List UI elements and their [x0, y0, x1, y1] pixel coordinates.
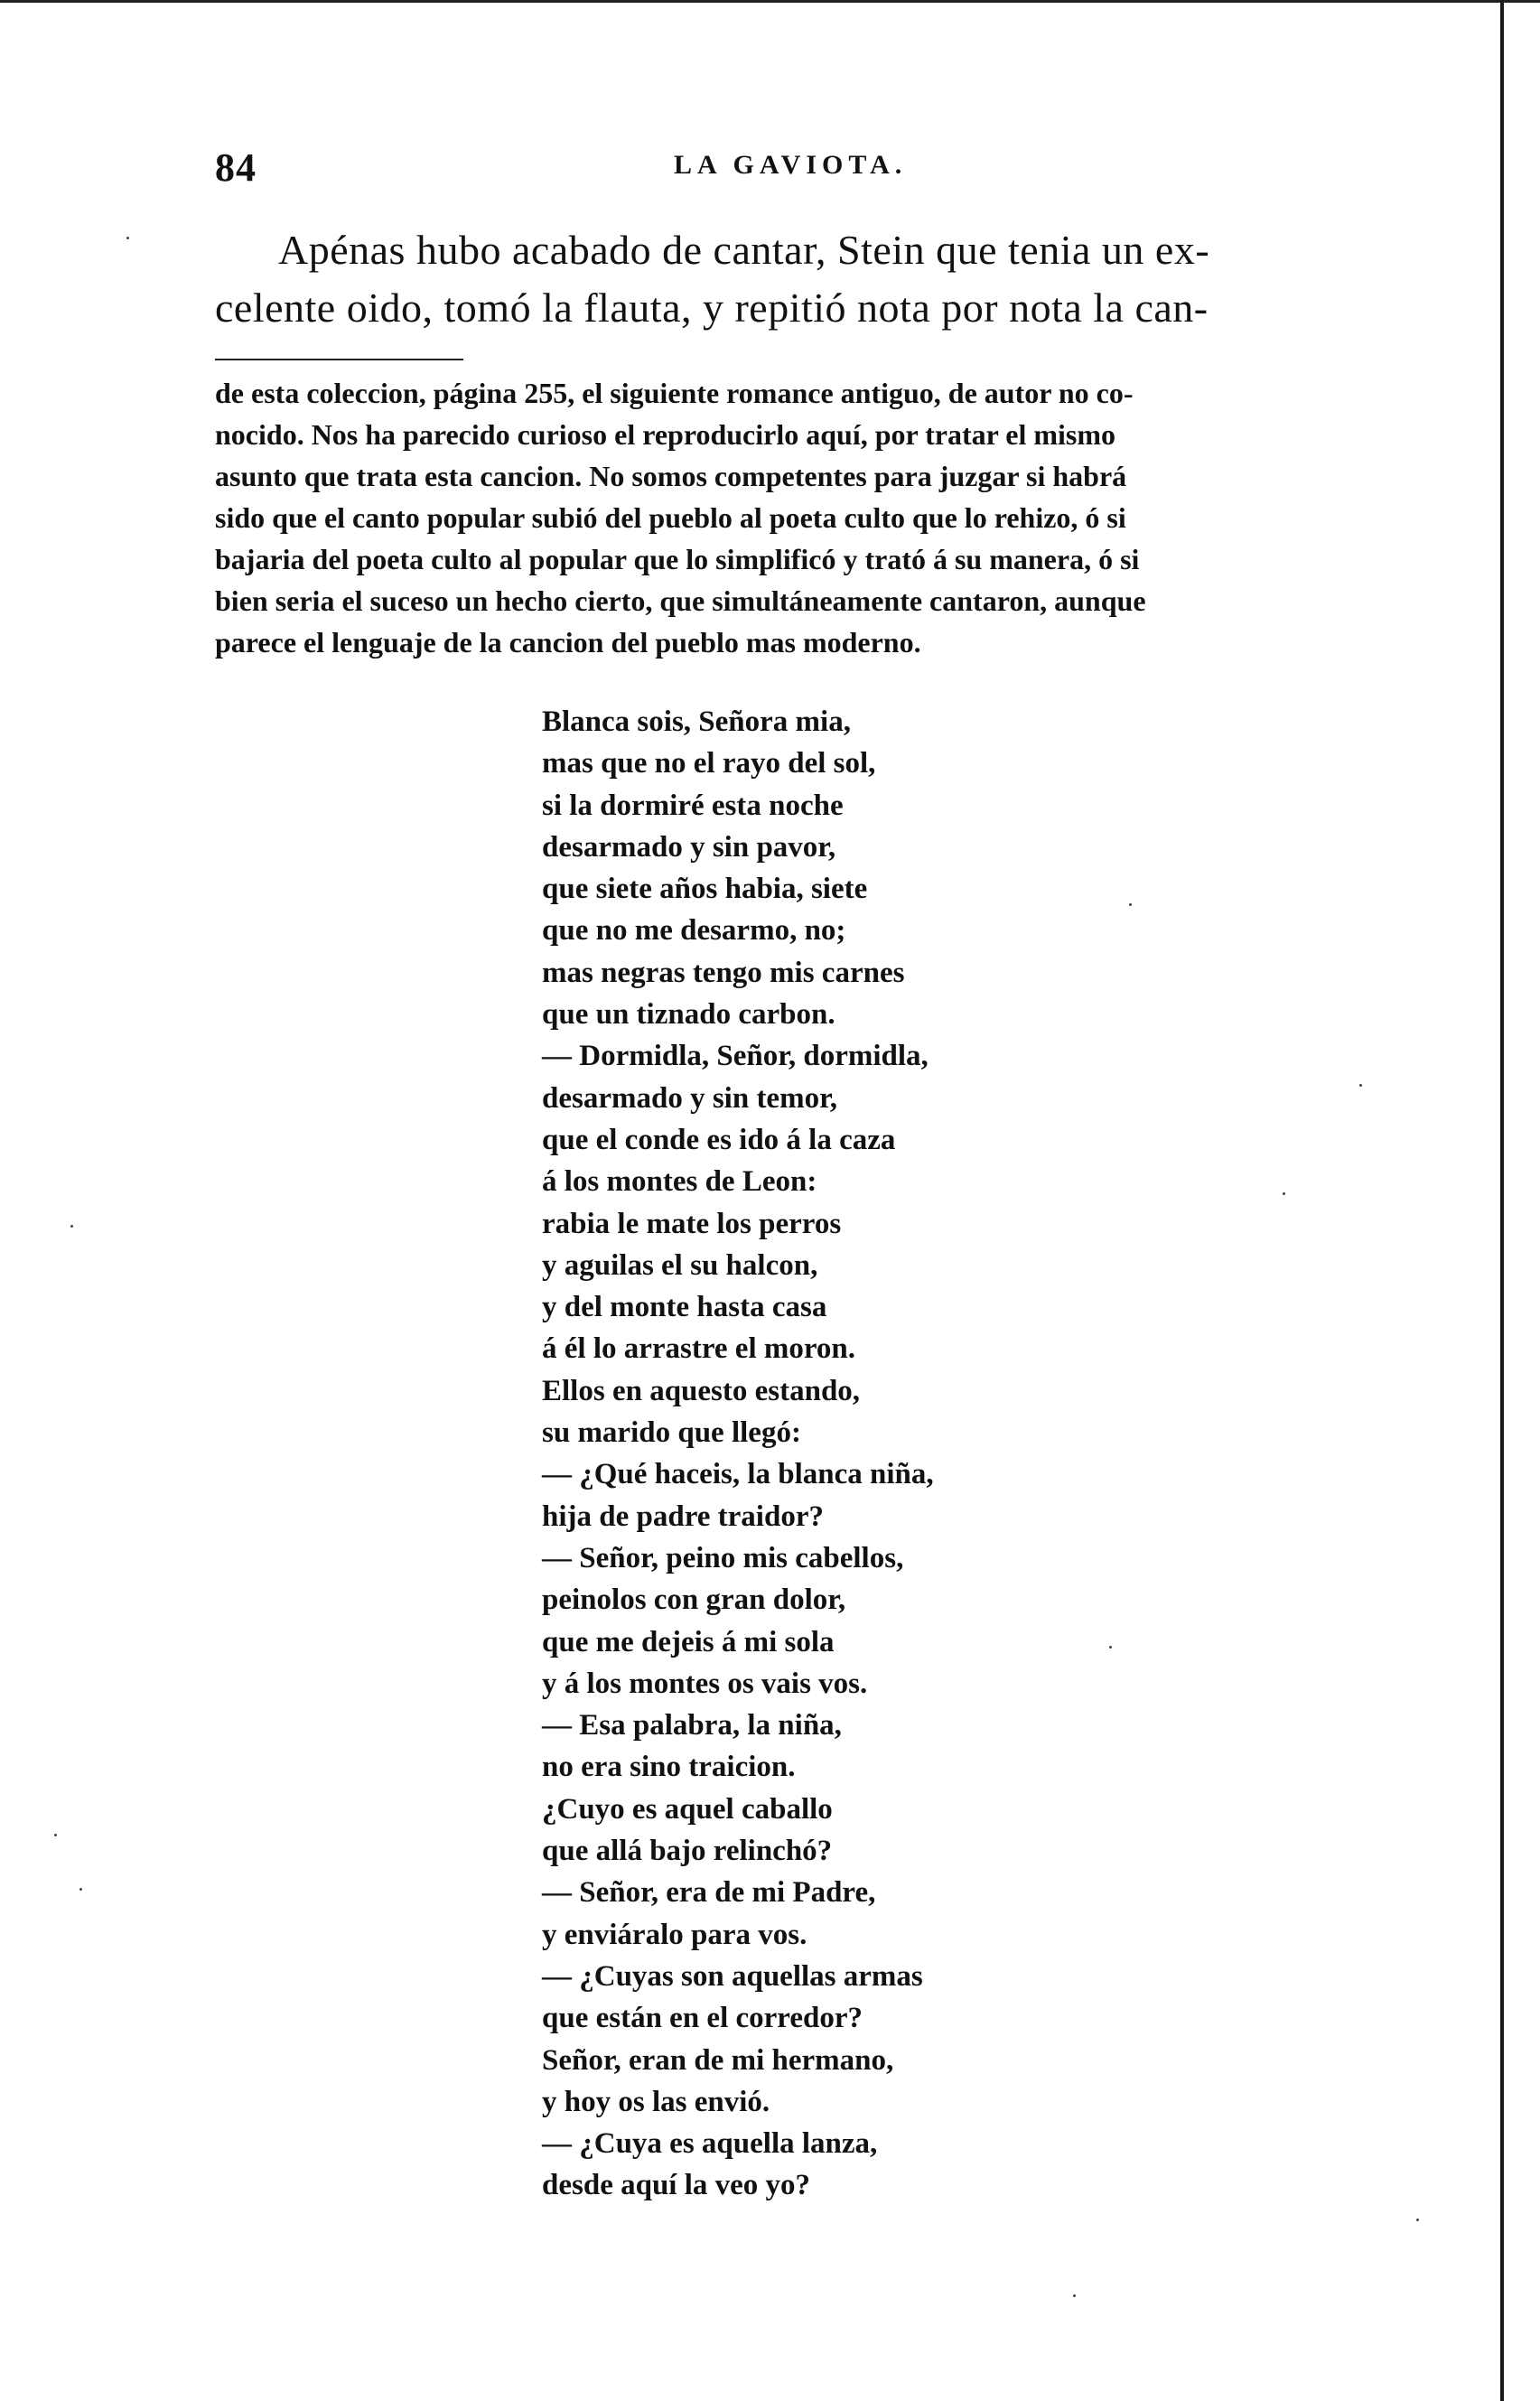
poem-verse: y del monte hasta casa: [542, 1291, 827, 1324]
poem-verse: mas negras tengo mis carnes: [542, 956, 905, 989]
footnote-line: de esta coleccion, página 255, el siguiente romance antiguo, de autor no co-: [215, 377, 1134, 409]
scan-speck: [1109, 1646, 1112, 1649]
footnote-line: asunto que trata esta cancion. No somos competentes para juzgar si habrá: [215, 460, 1127, 492]
poem-verse: — Dormidla, Señor, dormidla,: [542, 1040, 929, 1073]
poem-verse: que están en el corredor?: [542, 2002, 863, 2035]
poem-verse: — ¿Cuya es aquella lanza,: [542, 2127, 878, 2161]
scan-speck: [70, 1225, 73, 1228]
poem-verse: no era sino traicion.: [542, 1751, 796, 1784]
poem-verse: mas que no el rayo del sol,: [542, 747, 876, 780]
poem-verse: Blanca sois, Señora mia,: [542, 705, 851, 738]
footnote-line: sido que el canto popular subió del pueblo al poeta culto que lo rehizo, ó si: [215, 501, 1126, 534]
scan-speck: [1283, 1192, 1285, 1195]
scan-speck: [79, 1888, 82, 1891]
poem-verse: que me dejeis á mi sola: [542, 1625, 835, 1658]
poem-verse: — Señor, peino mis cabellos,: [542, 1541, 904, 1574]
footnote-line: nocido. Nos ha parecido curioso el reproducirlo aquí, por tratar el mismo: [215, 418, 1116, 451]
scan-speck: [1129, 903, 1132, 906]
poem-verse: que el conde es ido á la caza: [542, 1123, 896, 1156]
body-line: celente oido, tomó la flauta, y repitió nota por nota la can-: [215, 285, 1209, 331]
body-paragraph: [215, 221, 1380, 337]
poem-verse: á él lo arrastre el moron.: [542, 1332, 856, 1366]
poem-verse: — ¿Qué haceis, la blanca niña,: [542, 1458, 934, 1491]
footnote-line: bajaria del poeta culto al popular que lo simplificó y trató á su manera, ó si: [215, 543, 1140, 575]
poem-verse: que siete años habia, siete: [542, 873, 868, 906]
scan-speck: [126, 237, 129, 239]
poem-verse: rabia le mate los perros: [542, 1207, 842, 1240]
poem-verse: — ¿Cuyas son aquellas armas: [542, 1959, 923, 1993]
footnote: [215, 372, 1380, 663]
poem-verse: y á los montes os vais vos.: [542, 1667, 868, 1700]
scan-speck: [54, 1834, 57, 1836]
poem-verse: que no me desarmo, no;: [542, 914, 846, 948]
poem-verse: si la dormiré esta noche: [542, 789, 844, 822]
running-title: LA GAVIOTA.: [674, 150, 908, 180]
footnote-line: bien seria el suceso un hecho cierto, que simultáneamente cantaron, aunque: [215, 584, 1146, 617]
poem: [542, 701, 1228, 2207]
poem-verse: y enviáralo para vos.: [542, 1918, 807, 1951]
poem-verse: que un tiznado carbon.: [542, 998, 835, 1032]
top-border: [0, 0, 1540, 3]
poem-verse: que allá bajo relinchó?: [542, 1835, 833, 1868]
poem-verse: desarmado y sin temor,: [542, 1081, 837, 1115]
poem-verse: ¿Cuyo es aquel caballo: [542, 1792, 833, 1826]
scan-speck: [1359, 1084, 1362, 1087]
poem-verse: peinolos con gran dolor,: [542, 1584, 846, 1617]
poem-verse: desarmado y sin pavor,: [542, 830, 836, 864]
poem-verse: Ellos en aquesto estando,: [542, 1374, 861, 1407]
poem-verse: — Señor, era de mi Padre,: [542, 1876, 876, 1910]
page-number: 84: [215, 145, 257, 190]
poem-verse: y aguilas el su halcon,: [542, 1248, 818, 1282]
scan-speck: [1073, 2294, 1076, 2297]
scan-speck: [1416, 2219, 1419, 2221]
poem-verse: y hoy os las envió.: [542, 2085, 770, 2118]
poem-verse: — Esa palabra, la niña,: [542, 1709, 842, 1742]
poem-verse: Señor, eran de mi hermano,: [542, 2043, 894, 2077]
poem-verse: á los montes de Leon:: [542, 1165, 817, 1199]
body-line: Apénas hubo acabado de cantar, Stein que tenia un ex-: [278, 227, 1210, 273]
poem-verse: hija de padre traidor?: [542, 1499, 824, 1533]
right-border: [1500, 0, 1504, 2401]
poem-verse: su marido que llegó:: [542, 1416, 801, 1450]
page-header: [215, 135, 1380, 199]
footnote-line: parece el lenguaje de la cancion del pueblo mas moderno.: [215, 626, 921, 659]
footnote-divider: [215, 359, 463, 360]
poem-verse: desde aquí la veo yo?: [542, 2169, 811, 2202]
